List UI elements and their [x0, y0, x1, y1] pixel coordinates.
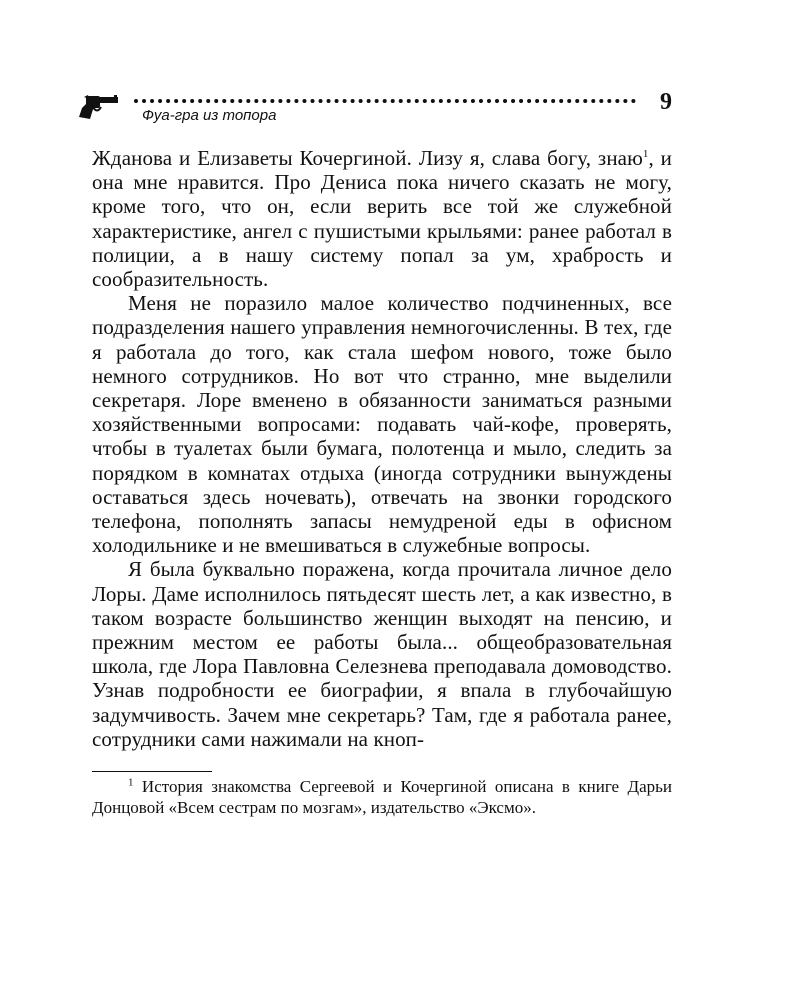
footnote-reference[interactable]: 1 — [642, 148, 649, 160]
revolver-icon — [76, 94, 120, 120]
footnote-text: История знакомства Сергеевой и Кочергиной описана в книге Дарьи Донцовой «Всем сестрам по мозгам», издательство «Эксмо». — [92, 777, 673, 818]
header-dotted-rule — [134, 99, 636, 103]
paragraph — [92, 146, 672, 291]
body-text — [92, 146, 672, 751]
footnote-marker: 1 — [128, 776, 134, 789]
page-number: 9 — [660, 89, 672, 115]
paragraph-text: , и она мне нравится. Про Дениса пока ничего сказать не могу, кроме того, что он, если верить все той же служебной характеристике, ангел с пушистыми крыльями: ранее работал в полиции, а в нашу систему попал за ум, храбрость и сообразительность. — [92, 146, 672, 292]
paragraph: Я была буквально поражена, когда прочитала личное дело Лоры. Даме исполнилось пятьдесят шесть лет, а как известно, в таком возрасте большинство женщин выходят на пенсию, и прежним местом ее работы была... общеобразовательная школа, где Лора Павловна Селезнева преподавала домоводство. Узнав подробности ее биографии, я впала в глубочайшую задумчивость. Зачем мне секретарь? Там, где я работала ранее, сотрудники сами нажимали на кноп- — [92, 557, 672, 751]
paragraph: Меня не поразило малое количество подчиненных, все подразделения нашего управления немногочисленны. В тех, где я работала до того, как стала шефом нового, тоже было немного сотрудников. Но вот что странно, мне выделили секретаря. Лоре вменено в обязанности заниматься разными хозяйственными вопросами: подавать чай-кофе, проверять, чтобы в туалетах были бумага, полотенца и мыло, следить за порядком в комнатах отдыха (иногда сотрудники вынуждены оставаться здесь ночевать), отвечать на звонки городского телефона, пополнять запасы немудреной еды в офисном холодильнике и не вмешиваться в служебные вопросы. — [92, 291, 672, 558]
book-page — [92, 88, 672, 988]
footnote-separator — [92, 771, 212, 772]
running-title: Фуа-гра из топора — [142, 107, 277, 124]
running-header — [92, 88, 672, 136]
footnote — [92, 776, 672, 818]
paragraph-text: Жданова и Елизаветы Кочергиной. Лизу я, слава богу, знаю — [92, 146, 643, 170]
